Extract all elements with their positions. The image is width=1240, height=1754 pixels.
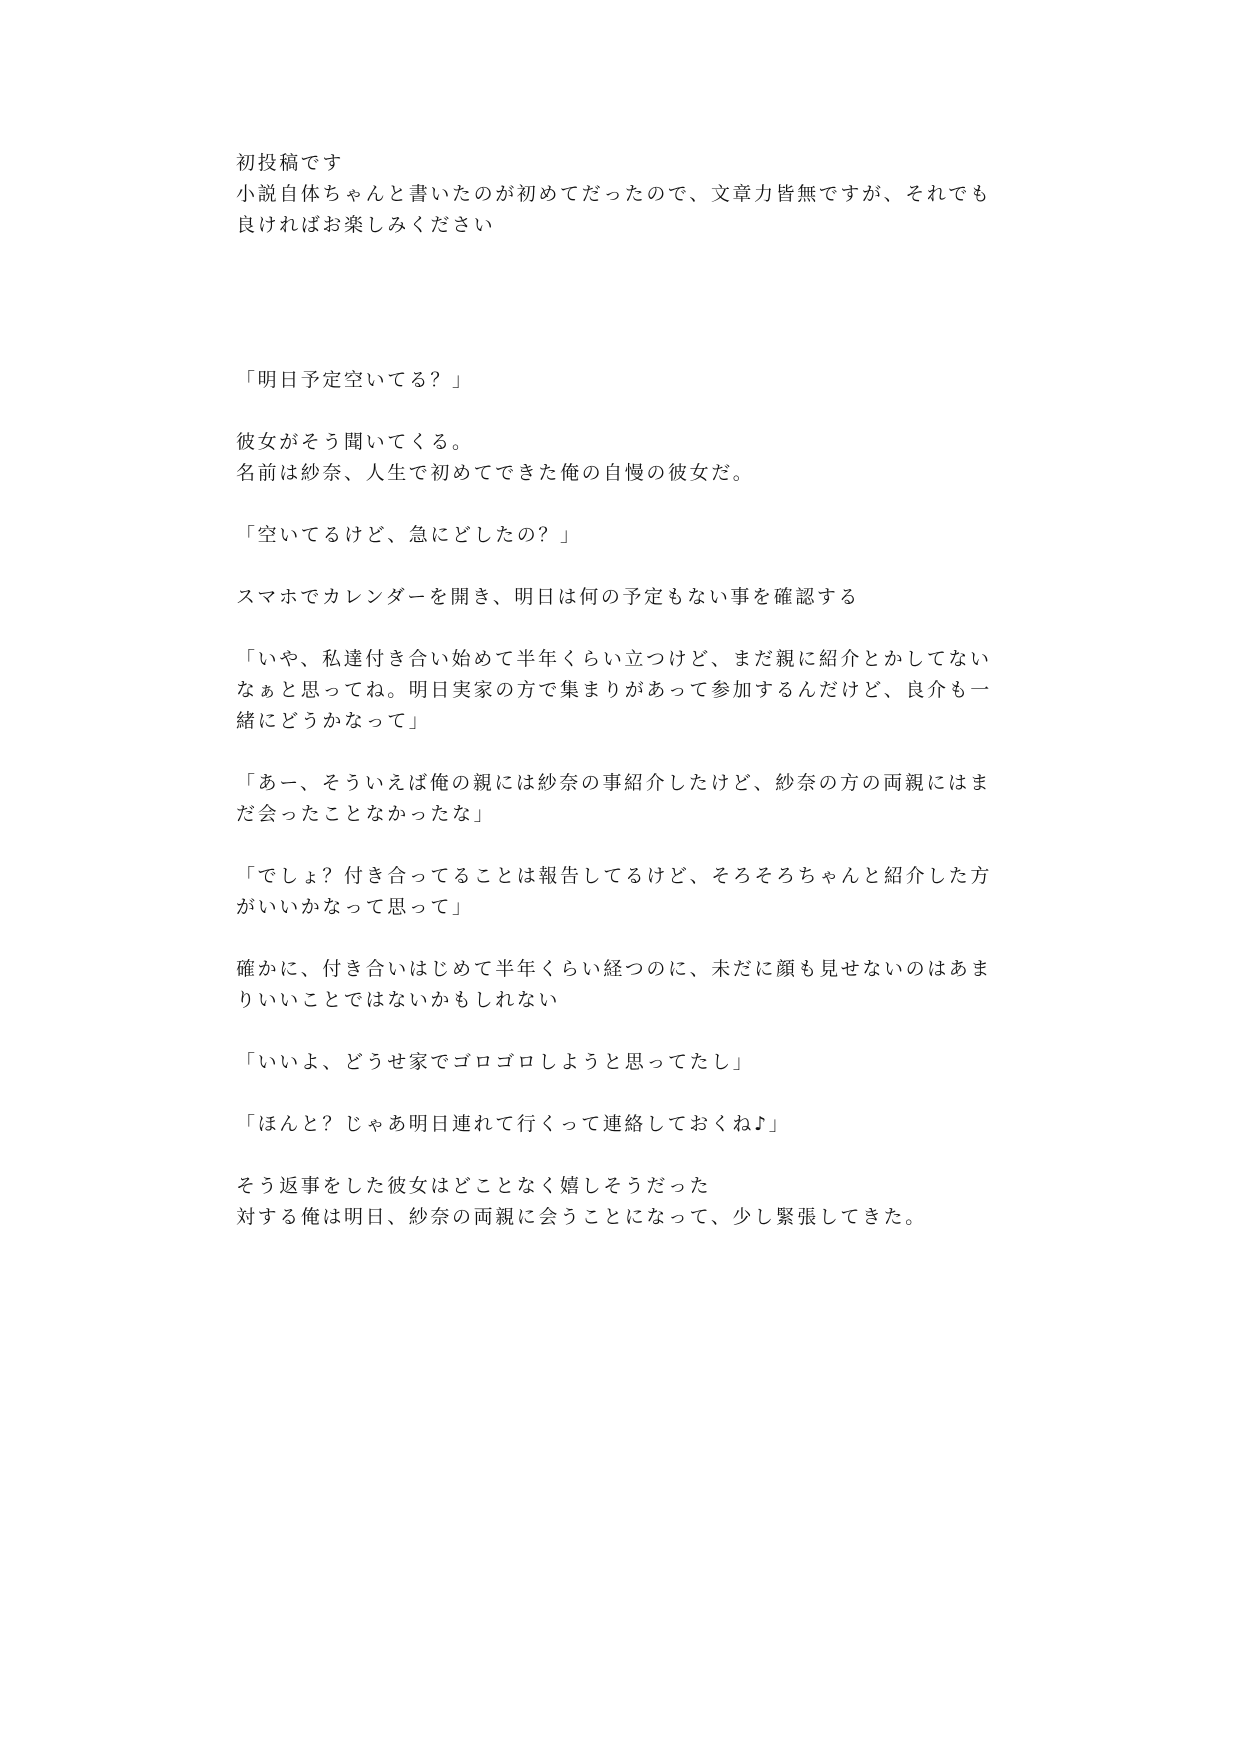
text-line: 「空いてるけど、急にどしたの？」 [236,524,582,546]
paragraph-gap [236,396,1016,427]
story-paragraph [236,520,1016,551]
story-paragraph [236,1109,1016,1140]
text-line: 「明日予定空いてる？」 [236,369,474,391]
text-line: 対する俺は明日、紗奈の両親に会うことになって、少し緊張してきた。 [236,1206,927,1228]
paragraph-gap [236,613,1016,644]
text-line: なぁと思ってね。明日実家の方で集まりがあって参加するんだけど、良介も一 [236,679,992,701]
paragraph-gap [236,923,1016,954]
story-paragraph [236,582,1016,613]
story-paragraph [236,1171,1016,1233]
document-body [236,148,1016,1233]
text-line: 初投稿です [236,152,345,174]
paragraph-gap [236,737,1016,768]
text-line: がいいかなって思って」 [236,896,474,918]
section-gap [236,241,1016,365]
text-line: 良ければお楽しみください [236,214,496,236]
text-line: 小説自体ちゃんと書いたのが初めてだったので、文章力皆無ですが、それでも [236,183,992,205]
paragraph-gap [236,1016,1016,1047]
text-line: だ会ったことなかったな」 [236,803,496,825]
story-paragraph [236,954,1016,1016]
intro-paragraph [236,148,1016,241]
paragraph-gap [236,1078,1016,1109]
story-paragraph [236,861,1016,923]
text-line: 「でしょ？付き合ってることは報告してるけど、そろそろちゃんと紹介した方 [236,865,993,887]
text-line: そう返事をした彼女はどことなく嬉しそうだった [236,1175,712,1197]
story-paragraph [236,1047,1016,1078]
paragraph-gap [236,1140,1016,1171]
text-line: 確かに、付き合いはじめて半年くらい経つのに、未だに顔も見せないのはあま [236,958,993,980]
text-line: 彼女がそう聞いてくる。 [236,431,474,453]
text-line: 名前は紗奈、人生で初めてできた俺の自慢の彼女だ。 [236,462,755,484]
text-line: 「あー、そういえば俺の親には紗奈の事紹介したけど、紗奈の方の両親にはま [236,772,992,794]
story-paragraph [236,644,1016,737]
paragraph-gap [236,830,1016,861]
paragraph-gap [236,489,1016,520]
text-line: 「いや、私達付き合い始めて半年くらい立つけど、まだ親に紹介とかしてない [236,648,992,670]
text-line: 「ほんと？じゃあ明日連れて行くって連絡しておくね♪」 [236,1113,791,1135]
story-paragraph [236,427,1016,489]
text-line: スマホでカレンダーを開き、明日は何の予定もない事を確認する [236,586,861,608]
text-line: りいいことではないかもしれない [236,989,561,1011]
story-paragraph [236,365,1016,396]
text-line: 「いいよ、どうせ家でゴロゴロしようと思ってたし」 [236,1051,755,1073]
story-paragraph [236,768,1016,830]
paragraph-gap [236,551,1016,582]
text-line: 緒にどうかなって」 [236,710,431,732]
